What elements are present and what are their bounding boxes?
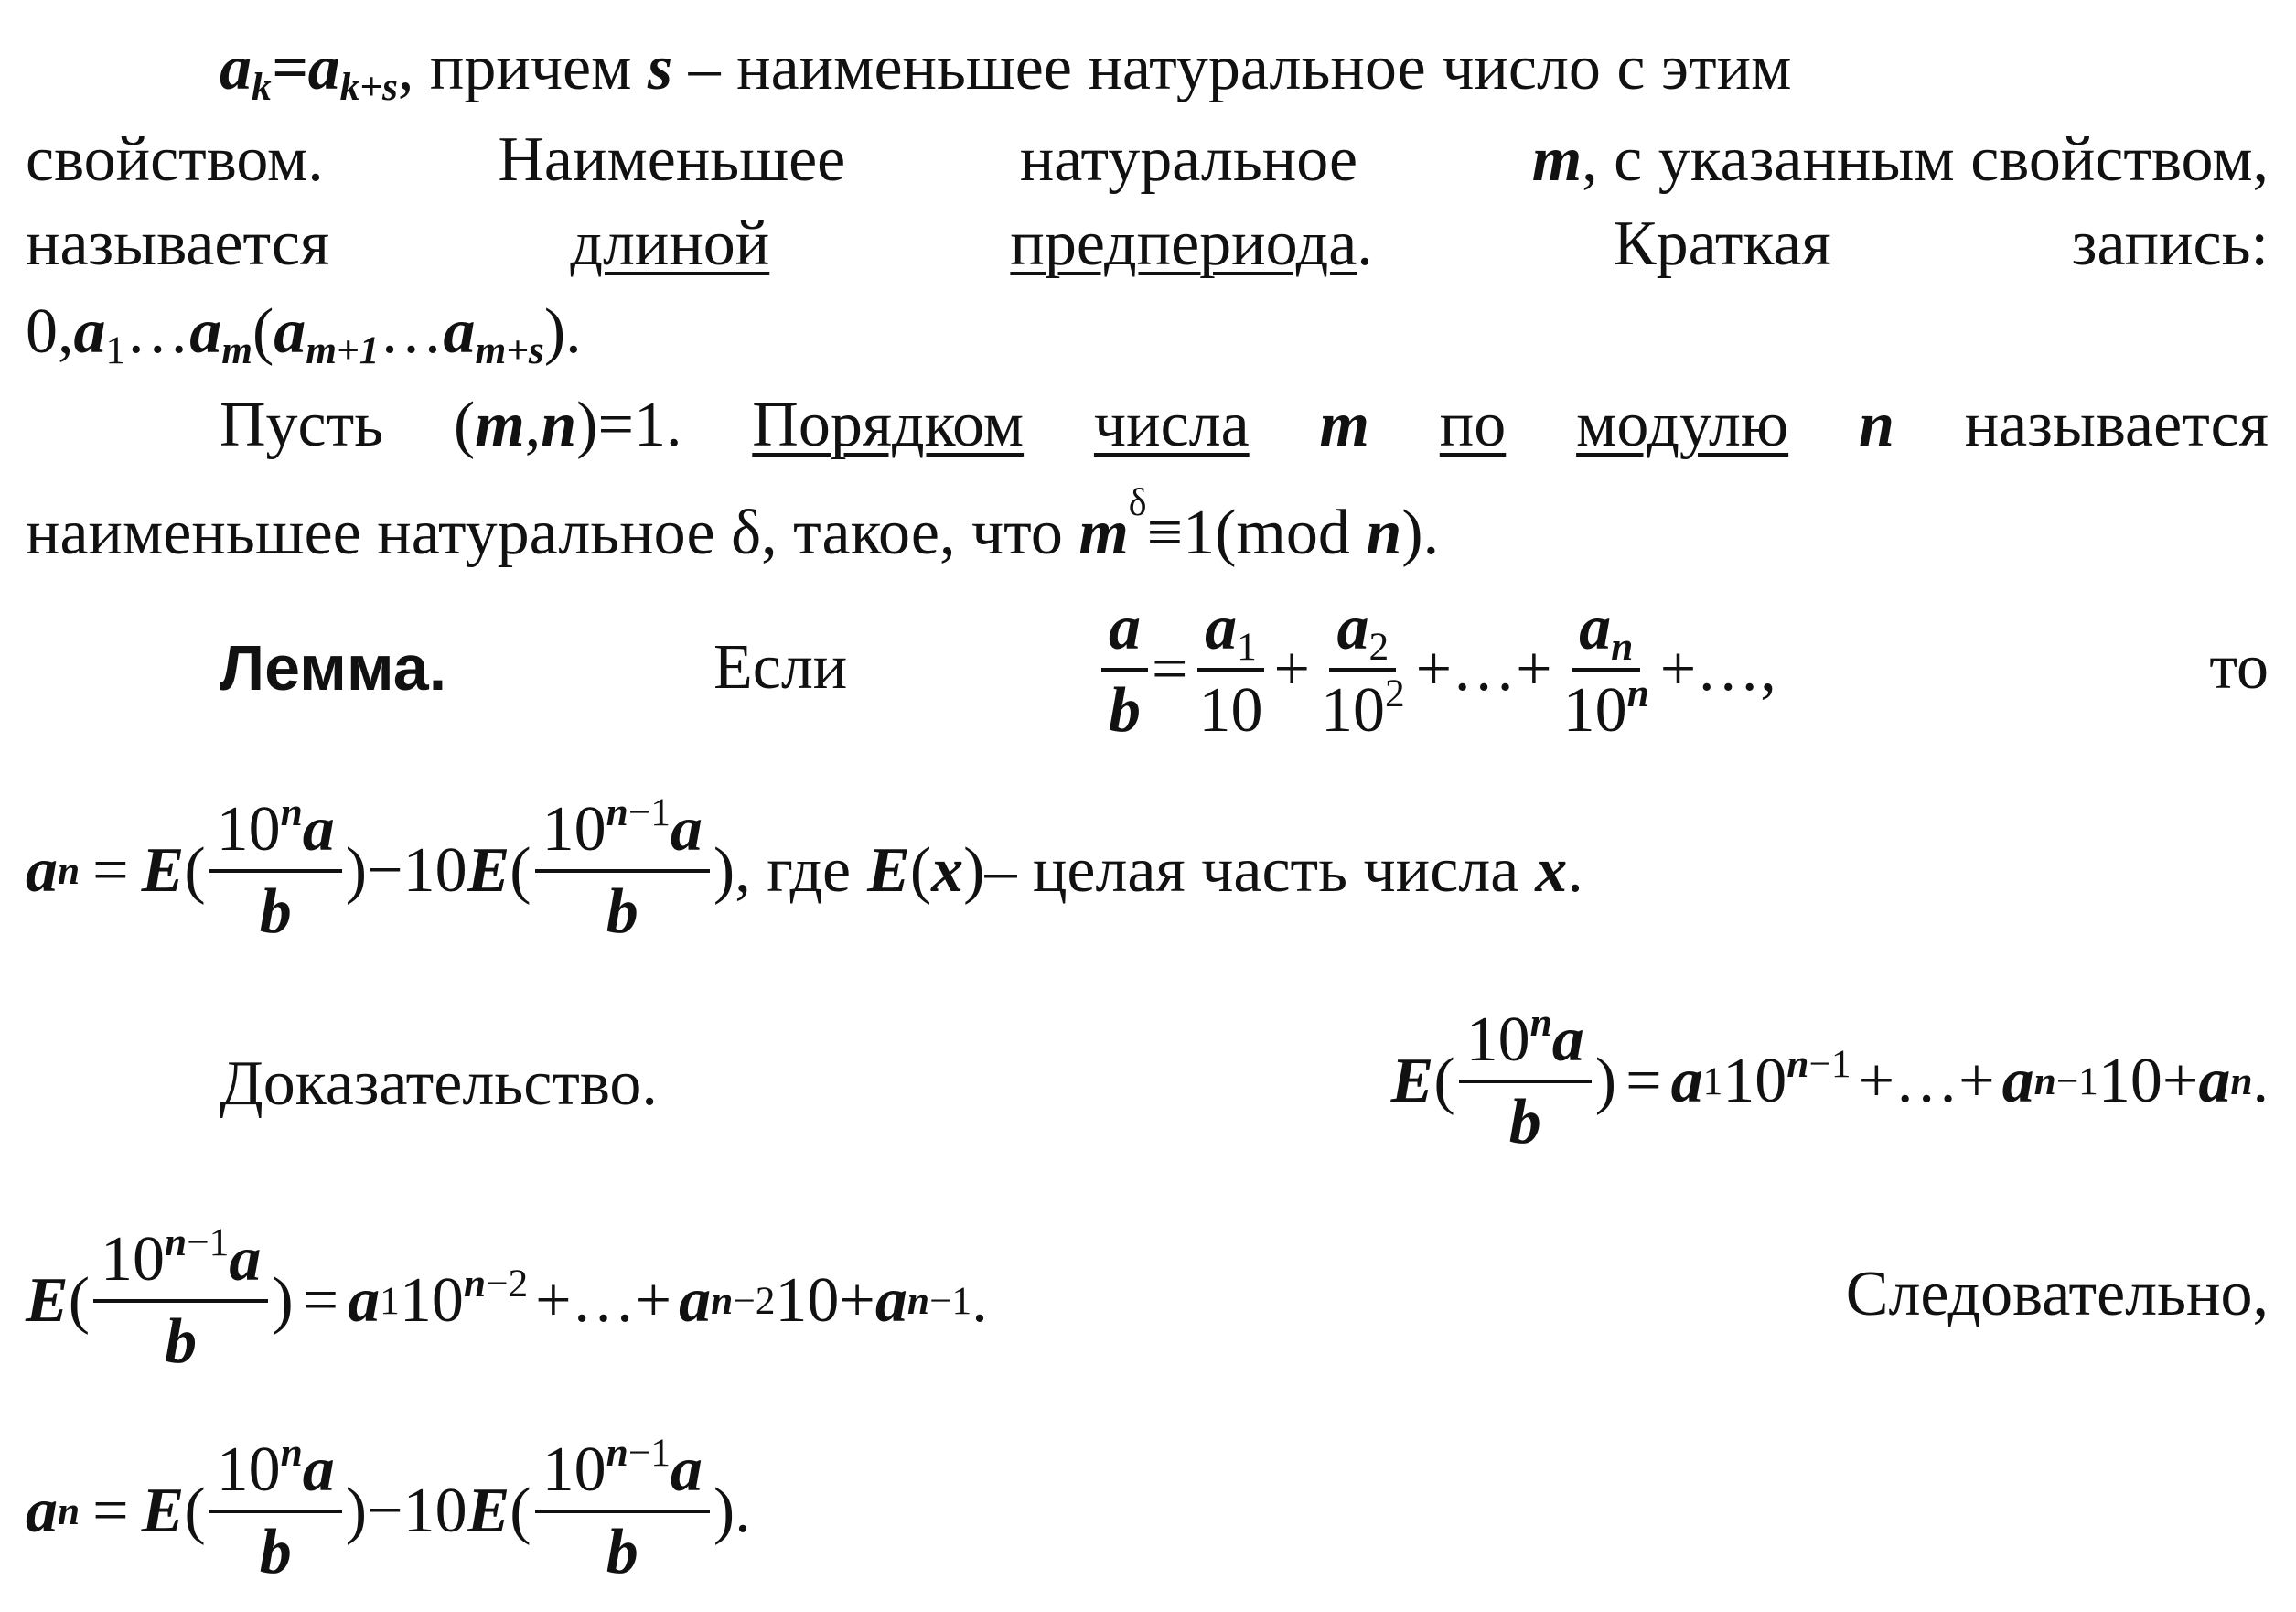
var-m: m [1531, 124, 1583, 195]
word: натуральное [1019, 124, 1358, 195]
proof-line-2 [26, 1220, 2269, 1400]
term-order: Порядком [752, 390, 1025, 460]
word: называется [1964, 390, 2269, 460]
para1-line3: называется длиной предпериода. Краткая запись: [26, 209, 2269, 279]
word: Краткая [1613, 209, 1831, 279]
term-modulo: модулю [1576, 390, 1789, 460]
proof-title: Доказательство. [220, 1048, 658, 1119]
word: , с указанным свойством, [1582, 124, 2269, 195]
lemma-series-formula: $\frac{a}{b}$ = $\frac{a_1}{10}$ + $\frac{a_2}{10^2}$ +…+ $\frac{a_n}{10^n}$ +…, [1098, 595, 1776, 744]
term-by: по [1439, 390, 1507, 460]
formula-gcd: (m,n)=1. [453, 390, 682, 460]
consequently-word: Следовательно, [1845, 1259, 2269, 1329]
para1-line2 [26, 124, 2269, 195]
word: называется [26, 209, 330, 279]
final-an-formula: a n = E ( $\frac{10^na}{b}$ )−10 E ( $\frac{10^{n-1}a}{b}$ ). [26, 1431, 751, 1587]
if-word: Если [713, 632, 848, 703]
lemma-line [220, 595, 2269, 759]
word: Пусть [220, 390, 384, 460]
lemma-title: Лемма. [220, 632, 447, 704]
text: , причем [397, 33, 632, 103]
then-word: то [2209, 632, 2269, 703]
word: свойством. [26, 124, 324, 195]
term-of-number: числа [1093, 390, 1250, 460]
proof-formula-1: E ( $\frac{10^na}{b}$ ) = a 1 $10^{n-1}$ +…+ a n−1 10+ a n . [1390, 1001, 2269, 1157]
text: – наименьшее натуральное число с этим [688, 33, 1792, 103]
term-preperiod: предпериода [1010, 209, 1357, 279]
var-s: s [647, 33, 673, 103]
formula-ak-eq-aks: $a_k=a_{k+s}$ [220, 33, 398, 110]
term-length: длиной [570, 209, 770, 279]
word: Наименьшее [498, 124, 846, 195]
para1-line4-formula: $0,a_1\dots a_m(a_{m+1}\dots a_{m+s})$. [26, 296, 582, 373]
para2-line1 [220, 390, 2269, 460]
proof-line [220, 1001, 2269, 1180]
proof-formula-2: E ( $\frac{10^{n-1}a}{b}$ ) = a 1 $10^{n-2}$ +…+ a n−2 10+ a n−1 . [26, 1220, 988, 1377]
para1-line1 [220, 33, 1792, 110]
word: запись: [2071, 209, 2269, 279]
var-n: n [1858, 390, 1894, 460]
lemma-an-formula: a n = E ( $\frac{10^na}{b}$ )−10 E ( $\frac{10^{n-1}a}{b}$ ) , где E ( x ) – целая часть числа x . [26, 790, 1583, 947]
para2-line2: наименьшее натуральное δ, такое, что $m^\delta\equiv 1(mod$ n). [26, 482, 1440, 568]
var-m: m [1319, 390, 1369, 460]
